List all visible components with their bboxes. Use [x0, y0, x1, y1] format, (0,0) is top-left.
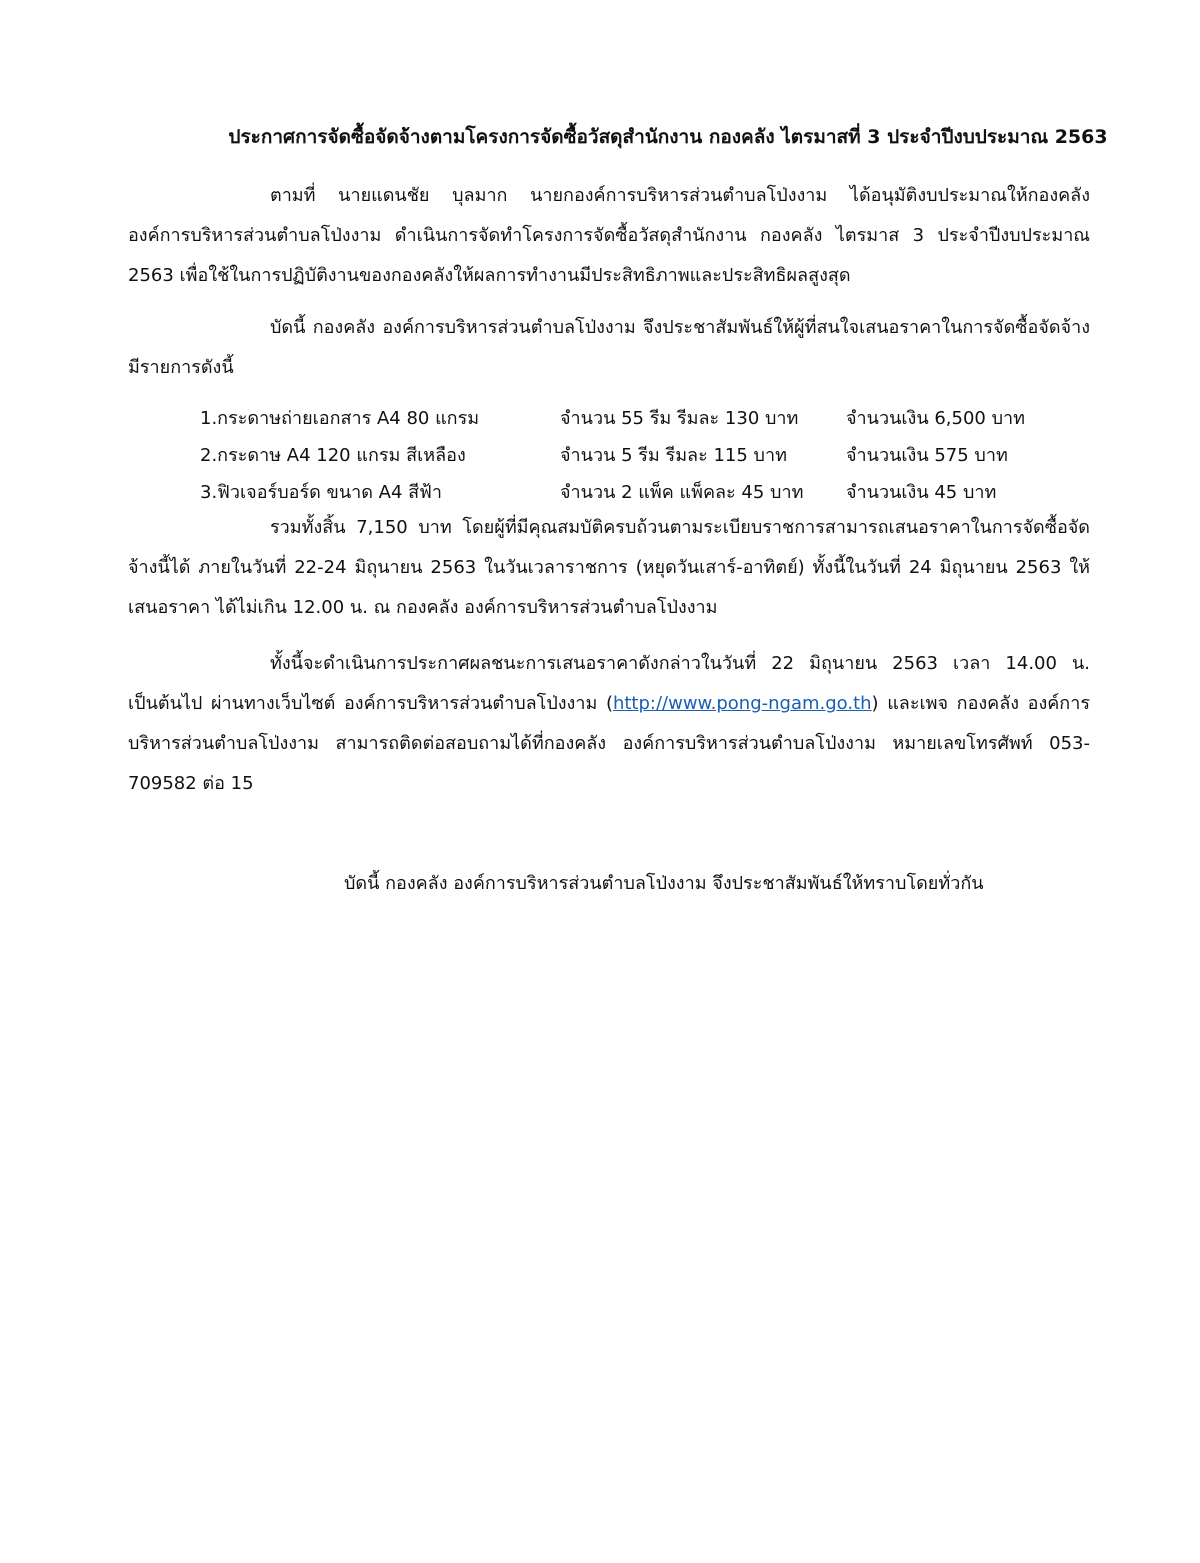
item-quantity: จำนวน 2 แพ็ค แพ็คละ 45 บาท	[560, 482, 804, 503]
list-item	[200, 437, 1100, 474]
item-quantity: จำนวน 55 รีม รีมละ 130 บาท	[560, 408, 799, 429]
paragraph-invitation	[128, 308, 1090, 388]
item-amount: จำนวนเงิน 45 บาท	[846, 482, 997, 503]
paragraph-invitation-text: บัดนี้ กองคลัง องค์การบริหารส่วนตำบลโป่งงาม จึงประชาสัมพันธ์ให้ผู้ที่สนใจเสนอราคาในการจัดซื้อจัดจ้าง มีรายการดังนี้	[128, 317, 1090, 378]
item-name: 3.ฟิวเจอร์บอร์ด ขนาด A4 สีฟ้า	[200, 482, 442, 503]
paragraph-approval	[128, 176, 1090, 296]
closing-statement: บัดนี้ กองคลัง องค์การบริหารส่วนตำบลโป่งงาม จึงประชาสัมพันธ์ให้ทราบโดยทั่วกัน	[344, 873, 984, 894]
list-item	[200, 400, 1100, 437]
paragraph-announcement-tail: ) และเพจ กองคลัง องค์การบริหารส่วนตำบลโป่งงาม สามารถติดต่อสอบถามได้ที่กองคลัง องค์การบริหารส่วนตำบลโป่งงาม หมายเลขโทรศัพท์ 053-709582 ต่อ 15	[128, 693, 1090, 794]
paragraph-announcement	[128, 644, 1090, 804]
paragraph-announcement-text: ทั้งนี้จะดำเนินการประกาศผลชนะการเสนอราคาดังกล่าวในวันที่ 22 มิถุนายน 2563 เวลา 14.00 น. เป็นต้นไป ผ่านทางเว็บไซต์ องค์การบริหารส่วนตำบลโป่งงาม (	[128, 653, 1090, 714]
list-item	[200, 474, 1100, 511]
paragraph-total	[128, 508, 1090, 628]
item-list	[200, 400, 1100, 511]
paragraph-total-text: รวมทั้งสิ้น 7,150 บาท โดยผู้ที่มีคุณสมบัติครบถ้วนตามระเบียบราชการสามารถเสนอราคาในการจัดซื้อจัดจ้างนี้ได้ ภายในวันที่ 22-24 มิถุนายน 2563 ในวันเวลาราชการ (หยุดวันเสาร์-อาทิตย์) ทั้งนี้ในวันที่ 24 มิถุนายน 2563 ให้เสนอราคา ได้ไม่เกิน 12.00 น. ณ กองคลัง องค์การบริหารส่วนตำบลโป่งงาม	[128, 517, 1090, 618]
item-amount: จำนวนเงิน 575 บาท	[846, 445, 1008, 466]
website-link[interactable]: http://www.pong-ngam.go.th	[612, 693, 872, 714]
item-quantity: จำนวน 5 รีม รีมละ 115 บาท	[560, 445, 787, 466]
item-name: 1.กระดาษถ่ายเอกสาร A4 80 แกรม	[200, 408, 480, 429]
item-amount: จำนวนเงิน 6,500 บาท	[846, 408, 1025, 429]
item-name: 2.กระดาษ A4 120 แกรม สีเหลือง	[200, 445, 466, 466]
paragraph-approval-text: ตามที่ นายแดนชัย บุลมาก นายกองค์การบริหารส่วนตำบลโป่งงาม ได้อนุมัติงบประมาณให้กองคลัง องค์การบริหารส่วนตำบลโป่งงาม ดำเนินการจัดทำโครงการจัดซื้อวัสดุสำนักงาน กองคลัง ไตรมาส 3 ประจำปีงบประมาณ 2563 เพื่อใช้ในการปฏิบัติงานของกองคลังให้ผลการทำงานมีประสิทธิภาพและประสิทธิผลสูงสุด	[128, 185, 1090, 286]
document-title: ประกาศการจัดซื้อจัดจ้างตามโครงการจัดซื้อวัสดุสำนักงาน กองคลัง ไตรมาสที่ 3 ประจำปีงบประมาณ 2563	[228, 126, 1108, 148]
